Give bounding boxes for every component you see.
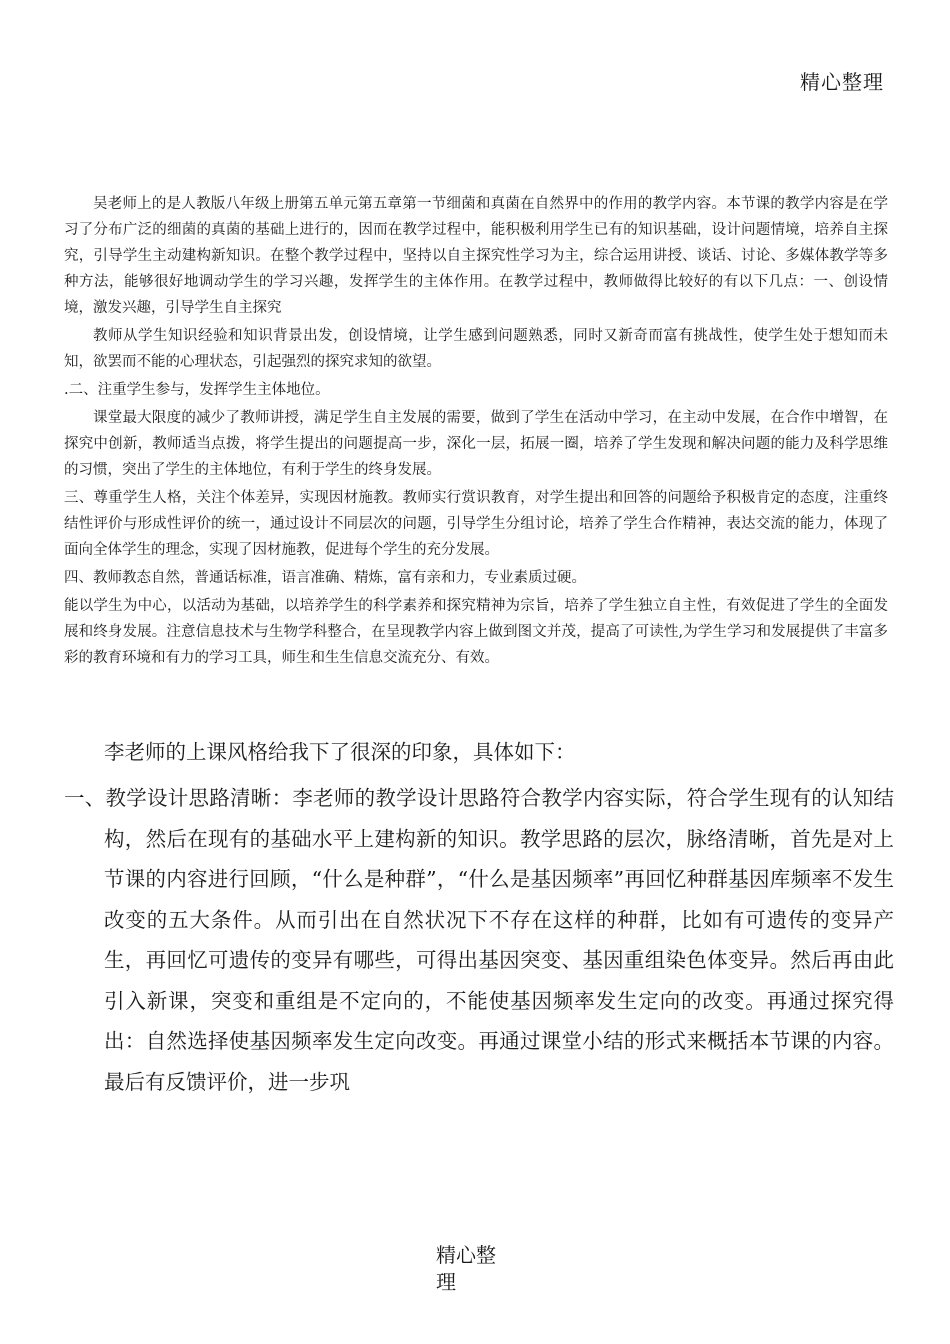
li-item-paragraph: 一、教学设计思路清晰：李老师的教学设计思路符合教学内容实际，符合学生现有的认知结构，然后在现有的基础水平上建构新的知识。教学思路的层次，脉络清晰，首先是对上节课的内容进行回顾，“什么是种群”，“什么是基因频率”再回忆种群基因库频率不发生改变的五大条件。从而引出在自然状况下不存在这样的种群，比如有可遗传的变异产生，再回忆可遗传的变异有哪些，可得出基因突变、基因重组染色体变异。然后再由此引入新课，突变和重组是不定向的，不能使基因频率发生定向的改变。再通过探究得出：自然选择使基因频率发生定向改变。再通过课堂小结的形式来概括本节课的内容。最后有反馈评价，进一步巩 bbox=[64, 786, 894, 1094]
li-lead-paragraph: 李老师的上课风格给我下了很深的印象，具体如下： bbox=[104, 740, 576, 764]
wu-teacher-review bbox=[64, 191, 888, 673]
paragraph: 课堂最大限度的减少了教师讲授，满足学生自主发展的需要，做到了学生在活动中学习，在主动中发展，在合作中增智，在探究中创新，教师适当点拨，将学生提出的问题提高一步，深化一层，拓展一圈，培养了学生发现和解决问题的能力及科学思维的习惯，突出了学生的主体地位，有利于学生的终身发展。 bbox=[64, 410, 888, 478]
paragraph: 三、尊重学生人格，关注个体差异，实现因材施教。教师实行赏识教育，对学生提出和回答的问题给予积极肯定的态度，注重终结性评价与形成性评价的统一，通过设计不同层次的问题，引导学生分组讨论，培养了学生合作精神，表达交流的能力，体现了面向全体学生的理念，实现了因材施教，促进每个学生的充分发展。 bbox=[64, 490, 888, 558]
paragraph: .二、注重学生参与，发挥学生主体地位。 bbox=[64, 382, 330, 398]
paragraph: 吴老师上的是人教版八年级上册第五单元第五章第一节细菌和真菌在自然界中的作用的教学内容。本节课的教学内容是在学习了分布广泛的细菌的真菌的基础上进行的，因而在教学过程中，能积极利用学生已有的知识基础，设计问题情境，培养自主探究，引导学生主动建构新知识。在整个教学过程中，坚持以自主探究性学习为主，综合运用讲授、谈话、讨论、多媒体教学等多种方法，能够很好地调动学生的学习兴趣，发挥学生的主体作用。在教学过程中，教师做得比较好的有以下几点：一、创设情境，激发兴趣，引导学生自主探究 bbox=[64, 196, 888, 316]
paragraph: 能以学生为中心，以活动为基础，以培养学生的科学素养和探究精神为宗旨，培养了学生独立自主性，有效促进了学生的全面发展和终身发展。注意信息技术与生物学科整合，在呈现教学内容上做到图文并茂，提高了可读性,为学生学习和发展提供了丰富多彩的教育环境和有力的学习工具，师生和生生信息交流充分、有效。 bbox=[64, 598, 888, 666]
li-teacher-review bbox=[64, 734, 894, 1102]
footer-watermark: 精心整理 bbox=[436, 1243, 496, 1294]
paragraph: 教师从学生知识经验和知识背景出发，创设情境，让学生感到问题熟悉，同时又新奇而富有挑战性，使学生处于想知而未知，欲罢而不能的心理状态，引起强烈的探究求知的欲望。 bbox=[64, 328, 888, 370]
header-watermark: 精心整理 bbox=[800, 70, 884, 94]
paragraph: 四、教师教态自然，普通话标准，语言准确、精炼，富有亲和力，专业素质过硬。 bbox=[64, 570, 586, 586]
